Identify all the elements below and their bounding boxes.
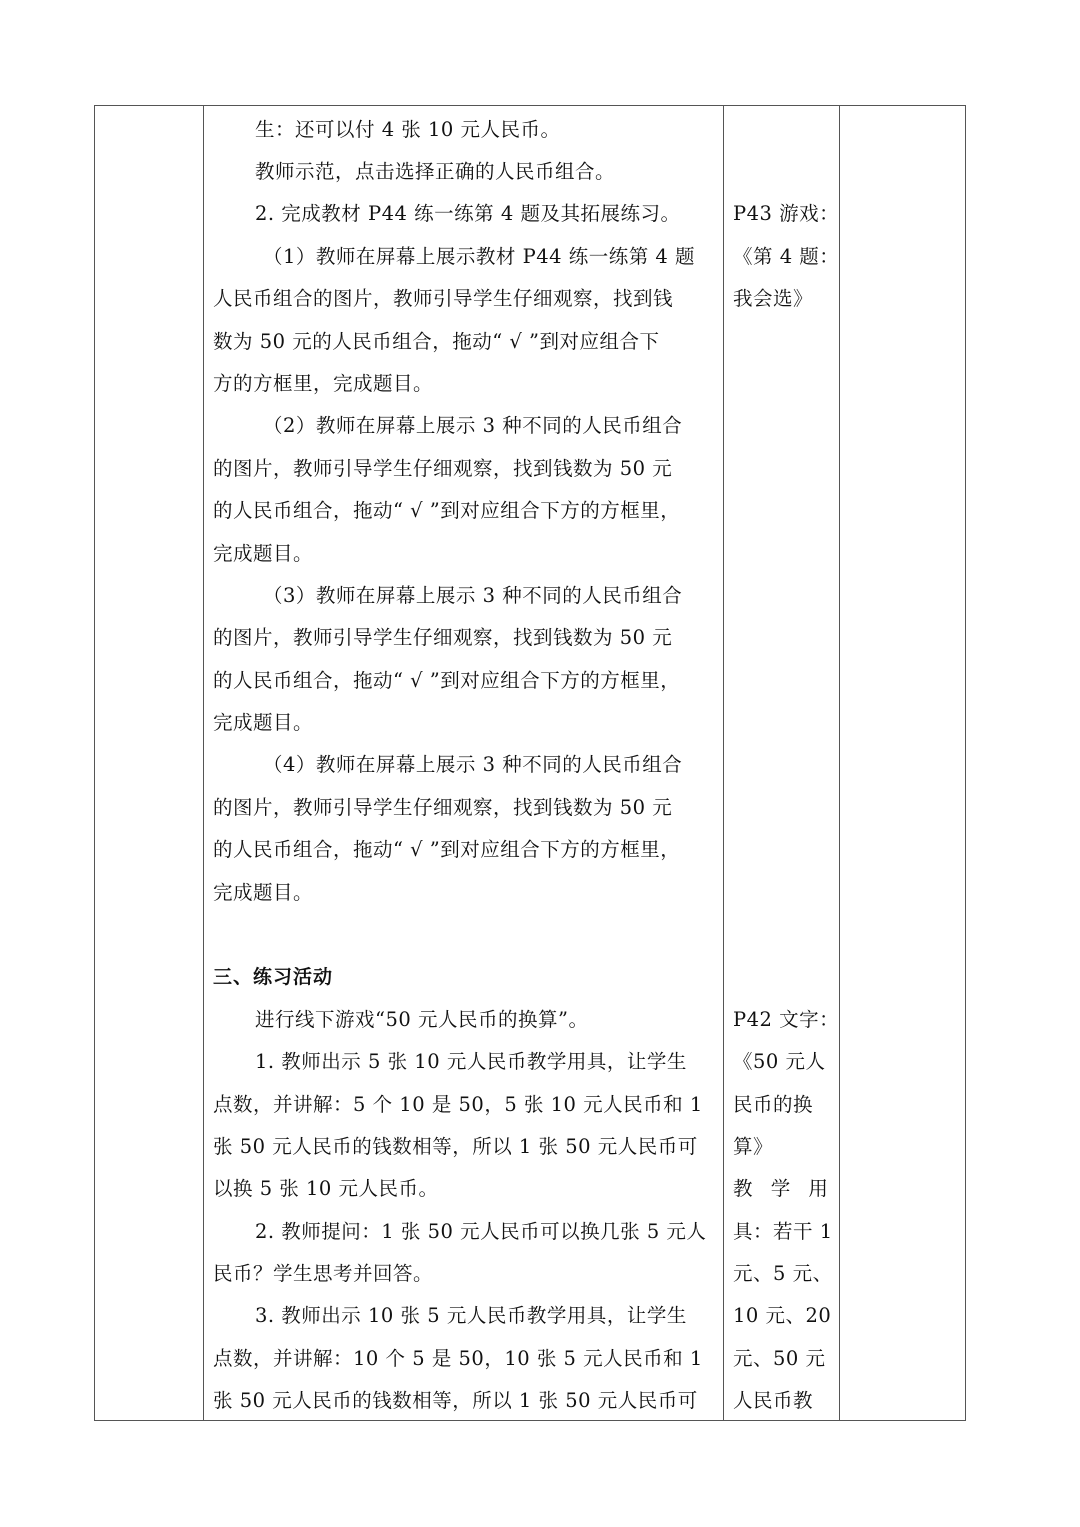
text-line: 2. 教师提问：1 张 50 元人民币可以换几张 5 元人 bbox=[255, 1220, 707, 1243]
column-divider bbox=[839, 106, 840, 1420]
text-line: 民币？学生思考并回答。 bbox=[213, 1262, 434, 1285]
resource-line: 《第 4 题： bbox=[733, 245, 840, 268]
text-line: （2）教师在屏幕上展示 3 种不同的人民币组合 bbox=[263, 414, 683, 437]
resource-line: 算》 bbox=[733, 1135, 774, 1158]
text-line: 3. 教师出示 10 张 5 元人民币教学用具，让学生 bbox=[255, 1304, 687, 1327]
text-line: 方的方框里，完成题目。 bbox=[213, 372, 434, 395]
text-line: 的图片，教师引导学生仔细观察，找到钱数为 50 元 bbox=[213, 796, 673, 819]
text-line: 点数，并讲解：10 个 5 是 50，10 张 5 元人民币和 1 bbox=[213, 1347, 703, 1370]
resource-line: P43 游戏： bbox=[733, 202, 840, 225]
text-line: 的人民币组合，拖动“ √ ”到对应组合下方的方框里， bbox=[213, 838, 681, 861]
text-line: （1）教师在屏幕上展示教材 P44 练一练第 4 题 bbox=[263, 245, 696, 268]
text-line: 的图片，教师引导学生仔细观察，找到钱数为 50 元 bbox=[213, 457, 673, 480]
text-line: （4）教师在屏幕上展示 3 种不同的人民币组合 bbox=[263, 753, 683, 776]
resource-line: 元、50 元 bbox=[733, 1347, 826, 1370]
resource-line: 10 元、20 bbox=[733, 1304, 832, 1327]
resource-line: 民币的换 bbox=[733, 1093, 814, 1116]
resource-line: 教 学 用 bbox=[733, 1177, 834, 1200]
lesson-plan-table bbox=[94, 105, 966, 1421]
text-line: 教师示范，点击选择正确的人民币组合。 bbox=[255, 160, 616, 183]
text-line: 的人民币组合，拖动“ √ ”到对应组合下方的方框里， bbox=[213, 499, 681, 522]
resource-line: 具：若干 1 bbox=[733, 1220, 833, 1243]
text-line: 的图片，教师引导学生仔细观察，找到钱数为 50 元 bbox=[213, 626, 673, 649]
text-line: 完成题目。 bbox=[213, 881, 314, 904]
section-heading: 三、练习活动 bbox=[213, 966, 334, 988]
resource-line: 人民币教 bbox=[733, 1389, 814, 1412]
text-line: 的人民币组合，拖动“ √ ”到对应组合下方的方框里， bbox=[213, 669, 681, 692]
resource-line: 元、5 元、 bbox=[733, 1262, 833, 1285]
text-line: 2. 完成教材 P44 练一练第 4 题及其拓展练习。 bbox=[255, 202, 681, 225]
text-line: 张 50 元人民币的钱数相等，所以 1 张 50 元人民币可 bbox=[213, 1389, 698, 1412]
resource-line: 我会选》 bbox=[733, 287, 814, 310]
text-line: 数为 50 元的人民币组合，拖动“ √ ”到对应组合下 bbox=[213, 330, 660, 353]
text-line: 点数，并讲解：5 个 10 是 50，5 张 10 元人民币和 1 bbox=[213, 1093, 703, 1116]
text-line: （3）教师在屏幕上展示 3 种不同的人民币组合 bbox=[263, 584, 683, 607]
resource-line: 《50 元人 bbox=[733, 1050, 826, 1073]
column-divider bbox=[723, 106, 724, 1420]
text-line: 人民币组合的图片，教师引导学生仔细观察，找到钱 bbox=[213, 287, 674, 310]
text-line: 以换 5 张 10 元人民币。 bbox=[213, 1177, 439, 1200]
text-line: 完成题目。 bbox=[213, 542, 314, 565]
text-line: 1. 教师出示 5 张 10 元人民币教学用具，让学生 bbox=[255, 1050, 687, 1073]
column-divider bbox=[203, 106, 204, 1420]
text-line: 完成题目。 bbox=[213, 711, 314, 734]
text-line: 进行线下游戏“50 元人民币的换算”。 bbox=[255, 1008, 589, 1031]
resource-line: P42 文字： bbox=[733, 1008, 840, 1031]
text-line: 张 50 元人民币的钱数相等，所以 1 张 50 元人民币可 bbox=[213, 1135, 698, 1158]
text-line: 生：还可以付 4 张 10 元人民币。 bbox=[255, 118, 561, 141]
